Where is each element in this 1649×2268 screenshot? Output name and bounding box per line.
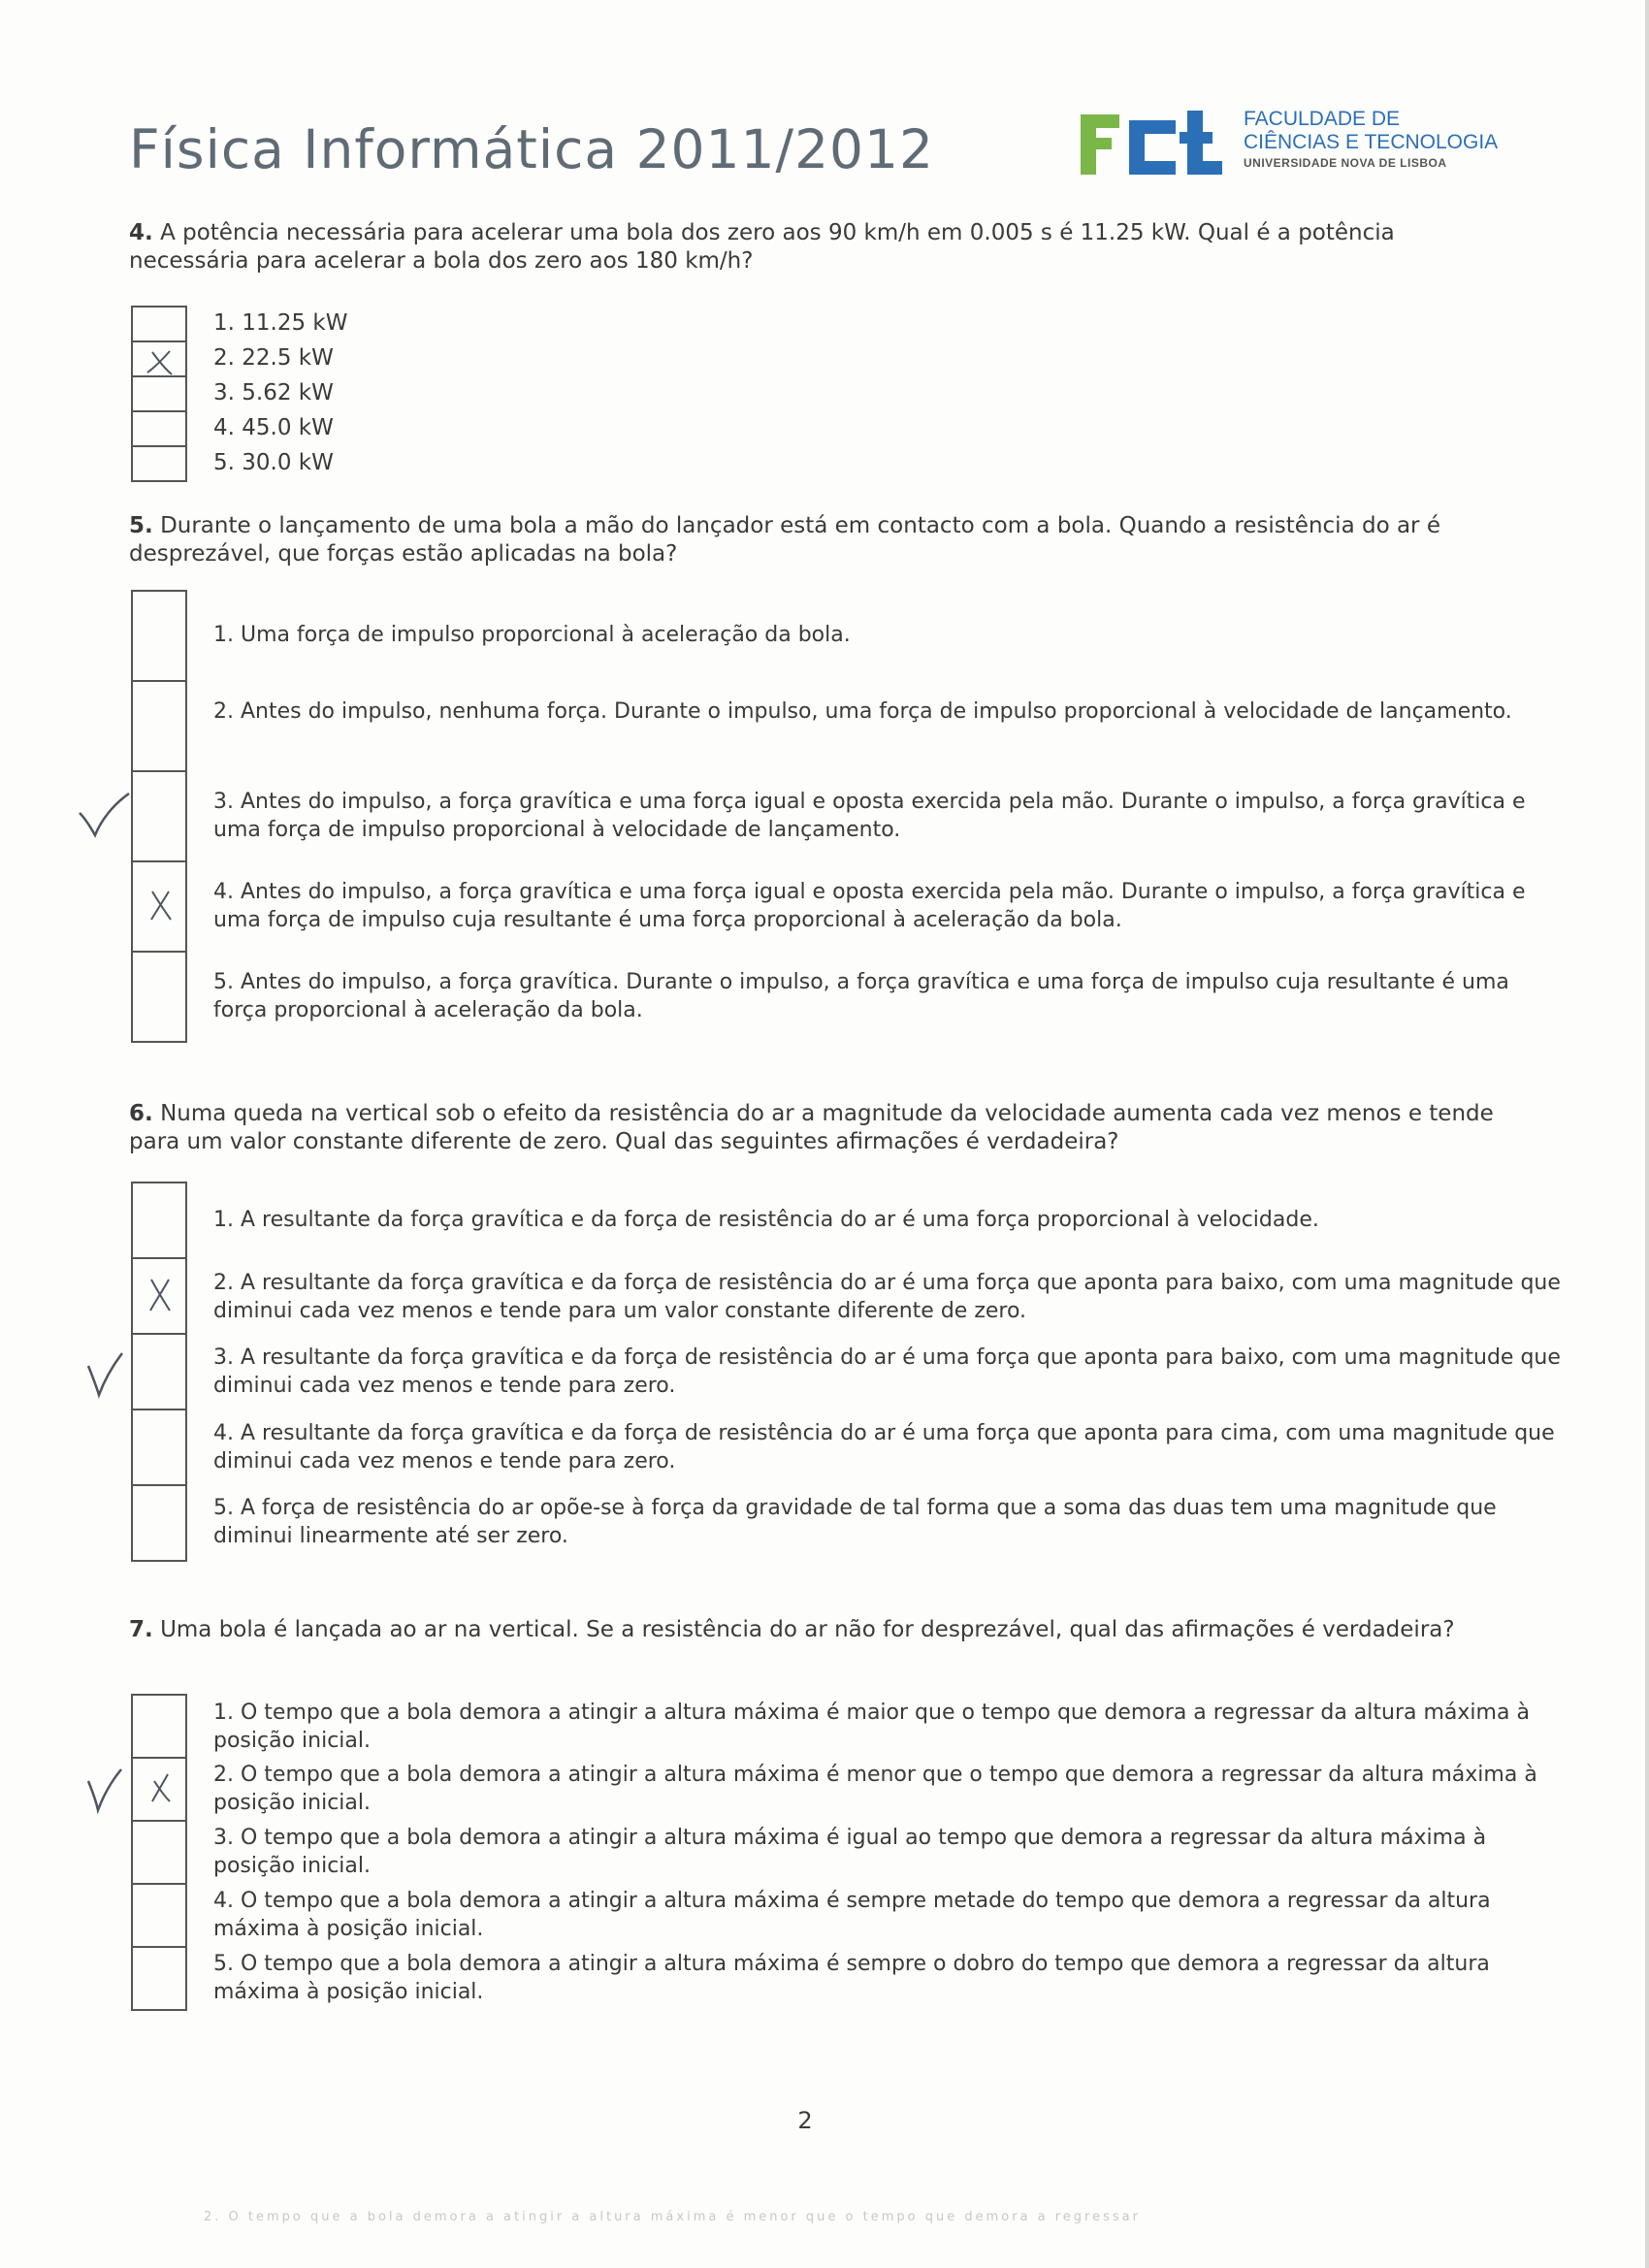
handwritten-check-mark [85, 1767, 124, 1814]
answer-option: 2. Antes do impulso, nenhuma força. Durante o impulso, uma força de impulso proporcional à velocidade de lançamento. [213, 699, 1512, 724]
answer-box[interactable] [131, 951, 187, 1043]
handwritten-x-mark [146, 1277, 174, 1313]
handwritten-x-mark [148, 889, 174, 922]
handwritten-check-mark [85, 1350, 126, 1399]
answer-option: 4. Antes do impulso, a força gravítica e uma força igual e oposta exercida pela mão. Durante o impulso, a força gravítica e uma força de impulso cuja resultante é uma força proporcional à aceleração da bola. [213, 880, 1526, 932]
question-number: 6. [129, 1101, 153, 1126]
answer-option: 3. A resultante da força gravítica e da força de resistência do ar é uma força que aponta para baixo, com uma magnitude que diminui cada vez menos e tende para zero. [213, 1345, 1561, 1398]
answer-option: 4. 45.0 kW [213, 415, 334, 440]
bleed-through-text: 2. O tempo que a bola demora a atingir a altura máxima é menor que o tempo que demora a regressar [204, 2210, 1141, 2224]
question-5 [129, 512, 1497, 568]
page-edge [1645, 0, 1649, 2268]
answer-option: 1. 11.25 kW [213, 310, 348, 336]
answer-option: 1. Uma força de impulso proporcional à aceleração da bola. [213, 623, 851, 647]
answer-box[interactable] [131, 1409, 187, 1486]
logo-line-1: FACULDADE DE [1244, 108, 1401, 130]
question-text: Numa queda na vertical sob o efeito da resistência do ar a magnitude da velocidade aumenta cada vez menos e tende para um valor constante diferente de zero. Qual das seguintes afirmações é verdadeira? [129, 1101, 1494, 1154]
answer-option: 2. A resultante da força gravítica e da força de resistência do ar é uma força que aponta para baixo, com uma magnitude que diminui cada vez menos e tende para um valor constante diferente de zero. [213, 1271, 1561, 1323]
answer-box[interactable] [131, 445, 187, 482]
page-number: 2 [797, 2107, 813, 2134]
answer-box[interactable] [131, 1820, 187, 1885]
answer-option: 2. O tempo que a bola demora a atingir a altura máxima é menor que o tempo que demora a regressar da altura máxima à posição inicial. [213, 1763, 1537, 1815]
fct-logo-icon [1079, 111, 1234, 182]
logo-line-3: UNIVERSIDADE NOVA DE LISBOA [1244, 156, 1447, 170]
answer-option: 1. O tempo que a bola demora a atingir a altura máxima é maior que o tempo que demora a regressar da altura máxima à posição inicial. [213, 1701, 1530, 1753]
answer-box[interactable] [131, 680, 187, 772]
answer-option: 4. A resultante da força gravítica e da força de resistência do ar é uma força que aponta para cima, com uma magnitude que diminui cada vez menos e tende para zero. [213, 1421, 1555, 1474]
answer-box[interactable] [131, 375, 187, 412]
logo-line-2: CIÊNCIAS E TECNOLOGIA [1244, 131, 1499, 153]
answer-box[interactable] [131, 1182, 187, 1259]
answer-option: 3. O tempo que a bola demora a atingir a altura máxima é igual ao tempo que demora a regressar da altura máxima à posição inicial. [213, 1826, 1487, 1878]
answer-option: 3. 5.62 kW [213, 380, 334, 405]
question-text: Uma bola é lançada ao ar na vertical. Se a resistência do ar não for desprezável, qual das afirmações é verdadeira? [160, 1617, 1455, 1642]
answer-box[interactable] [131, 1484, 187, 1562]
answer-box[interactable] [131, 1694, 187, 1759]
answer-option: 5. Antes do impulso, a força gravítica. Durante o impulso, a força gravítica e uma força de impulso cuja resultante é uma força proporcional à aceleração da bola. [213, 970, 1509, 1022]
answer-box[interactable] [131, 1883, 187, 1948]
question-4 [129, 219, 1497, 275]
answer-box[interactable] [131, 770, 187, 862]
question-number: 7. [129, 1617, 153, 1642]
answer-option: 2. 22.5 kW [213, 345, 334, 371]
handwritten-x-mark [148, 1771, 174, 1804]
page-title: Física Informática 2011/2012 [129, 118, 935, 180]
answer-option: 4. O tempo que a bola demora a atingir a altura máxima é sempre metade do tempo que demora a regressar da altura máxima à posição inicial. [213, 1889, 1491, 1941]
question-number: 4. [129, 220, 153, 245]
question-text: A potência necessária para acelerar uma bola dos zero aos 90 km/h em 0.005 s é 11.25 kW. Qual é a potência necessária para acelerar a bola dos zero aos 180 km/h? [129, 220, 1395, 274]
fct-logo [1079, 109, 1525, 186]
question-7 [129, 1616, 1497, 1644]
answer-box[interactable] [131, 590, 187, 682]
answer-box[interactable] [131, 306, 187, 342]
answer-option: 1. A resultante da força gravítica e da força de resistência do ar é uma força proporcional à velocidade. [213, 1208, 1319, 1232]
question-number: 5. [129, 513, 153, 538]
question-text: Durante o lançamento de uma bola a mão do lançador está em contacto com a bola. Quando a resistência do ar é desprezável, que forças estão aplicadas na bola? [129, 513, 1440, 567]
answer-option: 5. A força de resistência do ar opõe-se à força da gravidade de tal forma que a soma das duas tem uma magnitude que diminui linearmente até ser zero. [213, 1496, 1497, 1548]
handwritten-x-mark [145, 348, 176, 377]
question-6 [129, 1100, 1497, 1156]
answer-box[interactable] [131, 1946, 187, 2011]
logo-text [1244, 109, 1498, 169]
answer-box[interactable] [131, 1333, 187, 1410]
answer-option: 3. Antes do impulso, a força gravítica e uma força igual e oposta exercida pela mão. Durante o impulso, a força gravítica e uma força de impulso proporcional à velocidade de lançamento. [213, 790, 1526, 842]
answer-option: 5. O tempo que a bola demora a atingir a altura máxima é sempre o dobro do tempo que demora a regressar da altura máxima à posição inicial. [213, 1952, 1490, 2004]
answer-option: 5. 30.0 kW [213, 450, 334, 475]
handwritten-check-mark [78, 792, 132, 840]
answer-box[interactable] [131, 410, 187, 447]
